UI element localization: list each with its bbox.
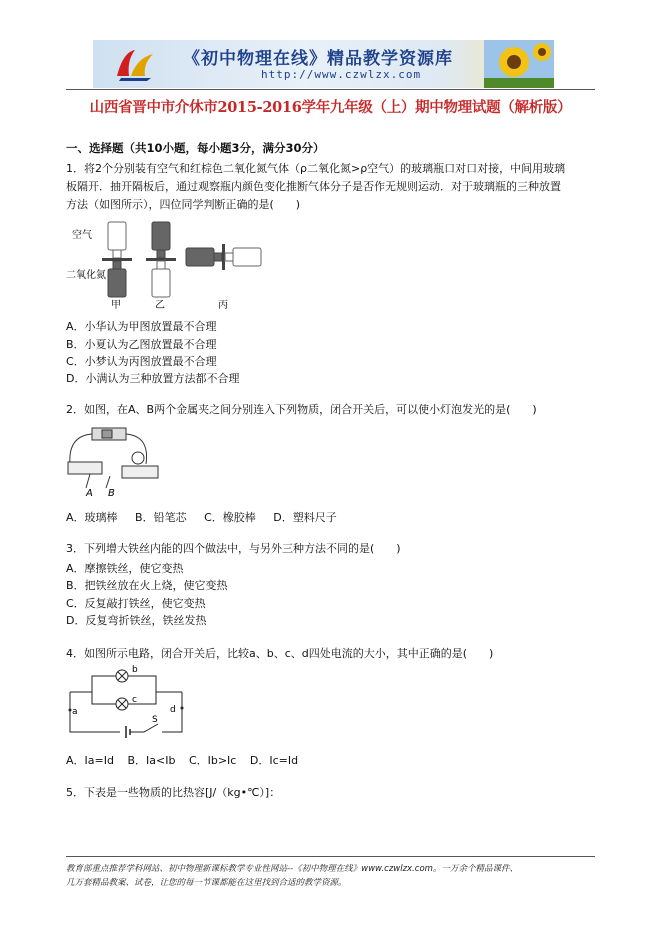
sunflower-icon	[484, 40, 554, 88]
q4-option-c[interactable]: C．Ib>Ic	[188, 754, 237, 767]
header-divider	[66, 89, 595, 90]
banner-url[interactable]: http://www.czwlzx.com	[261, 68, 422, 81]
footer-divider	[66, 856, 595, 857]
q1-text-line3: 方法（如图所示），四位同学判断正确的是( )	[66, 198, 301, 211]
q1-text-line1: 1．将2个分别装有空气和红棕色二氧化氮气体（ρ二氧化氮>ρ空气）的玻璃瓶口对口对接，中间用玻璃	[66, 162, 566, 175]
q2-option-d[interactable]: D．塑料尺子	[273, 511, 337, 524]
q3-text-line1: 3．下列增大铁丝内能的四个做法中，与另外三种方法不同的是( )	[66, 542, 401, 555]
q4-options	[66, 752, 298, 768]
q4-label-b: b	[132, 665, 138, 675]
page-footer	[66, 862, 606, 890]
q2-circuit-figure	[66, 424, 162, 500]
banner-title: 《初中物理在线》精品教学资源库	[183, 49, 453, 69]
q4-label-a: a	[72, 707, 78, 717]
q3-option-a[interactable]: A．摩擦铁丝，使它变热	[66, 562, 184, 575]
q1-label-yi: 乙	[155, 300, 165, 311]
q4-option-b[interactable]: B．Ia<Ib	[127, 754, 176, 767]
q1-text-line2: 板隔开．抽开隔板后，通过观察瓶内颜色变化推断气体分子是否作无规则运动．对于玻璃瓶的三种放置	[66, 180, 561, 193]
q2-text-line1: 2．如图，在A、B两个金属夹之间分别连入下列物质，闭合开关后，可以使小灯泡发光的是( )	[66, 403, 537, 416]
q2-option-c[interactable]: C．橡胶棒	[204, 511, 256, 524]
q1-option-d[interactable]: D．小满认为三种放置方法都不合理	[66, 372, 240, 385]
q2-label-a: A	[86, 488, 93, 499]
q4-circuit-figure	[66, 662, 196, 742]
q4-option-d[interactable]: D．Ic=Id	[249, 754, 299, 767]
q1-label-air: 空气	[72, 230, 92, 241]
q2-label-b: B	[108, 488, 115, 499]
site-logo-icon	[113, 46, 157, 82]
q1-option-b[interactable]: B．小夏认为乙图放置最不合理	[66, 338, 217, 351]
q1-label-no2: 二氧化氮	[66, 270, 106, 281]
header-banner	[93, 40, 554, 88]
footer-line2: 几万套精品教案、试卷，让您的每一节课都能在这里找到合适的教学资源。	[66, 878, 347, 888]
q2-options	[66, 509, 337, 525]
section-heading: 一、选择题（共10小题，每小题3分，满分30分）	[66, 141, 325, 155]
q1-bottles-figure	[66, 216, 286, 312]
q2-option-b[interactable]: B．铅笔芯	[135, 511, 187, 524]
q3-option-b[interactable]: B．把铁丝放在火上烧，使它变热	[66, 579, 228, 592]
q4-label-d: d	[170, 705, 176, 715]
q4-option-a[interactable]: A．Ia=Id	[66, 754, 114, 767]
footer-line1: 教育部重点推荐学科网站、初中物理新课标教学专业性网站--《初中物理在线》www.czwlzx.com。一万余个精品课件、	[66, 864, 518, 874]
q1-option-c[interactable]: C．小梦认为丙图放置最不合理	[66, 355, 217, 368]
document-title: 山西省晋中市介休市2015-2016学年九年级（上）期中物理试题（解析版）	[89, 99, 572, 116]
q4-label-c: c	[132, 695, 137, 705]
q1-option-a[interactable]: A．小华认为甲图放置最不合理	[66, 320, 217, 333]
q5-text-line1: 5．下表是一些物质的比热容[J/（kg•℃）]：	[66, 786, 281, 799]
q1-label-jia: 甲	[111, 300, 121, 311]
q1-label-bing: 丙	[218, 300, 228, 311]
q3-option-c[interactable]: C．反复敲打铁丝，使它变热	[66, 597, 206, 610]
q4-text-line1: 4．如图所示电路，闭合开关后，比较a、b、c、d四处电流的大小，其中正确的是( )	[66, 647, 494, 660]
q4-label-s: S	[152, 715, 158, 725]
q3-option-d[interactable]: D．反复弯折铁丝，铁丝发热	[66, 614, 207, 627]
q2-option-a[interactable]: A．玻璃棒	[66, 511, 118, 524]
